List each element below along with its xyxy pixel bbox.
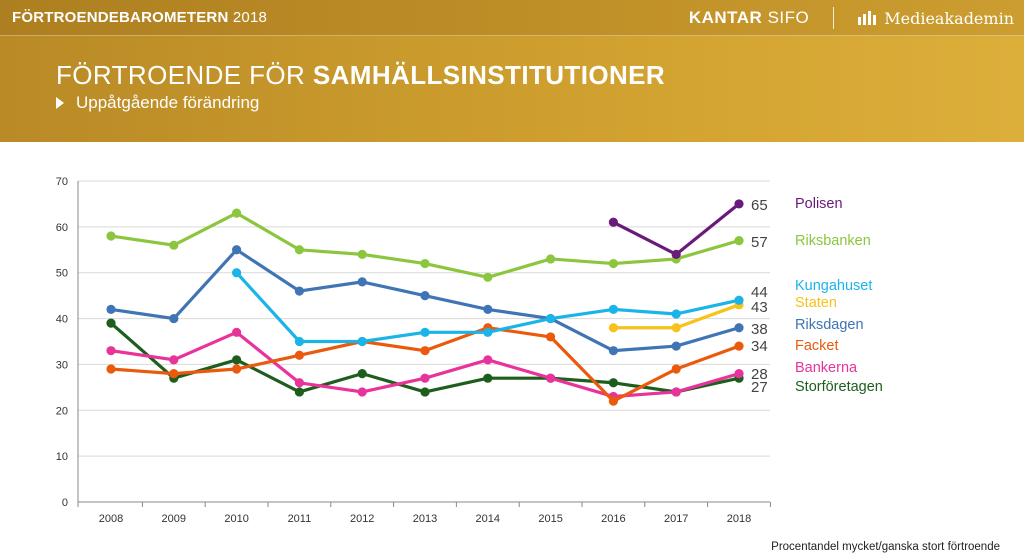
x-tick-label: 2008 (98, 513, 124, 525)
data-point-facket (609, 397, 618, 406)
legend-entry: Storföretagen (795, 379, 883, 395)
data-point-storföretagen (358, 369, 367, 378)
data-point-kungahuset (483, 328, 492, 337)
data-point-facket (169, 369, 178, 378)
bar-chart-icon (858, 11, 876, 25)
x-tick-label: 2015 (538, 513, 563, 525)
data-point-bankerna (546, 374, 555, 383)
data-point-bankerna (358, 387, 367, 396)
data-point-bankerna (232, 328, 241, 337)
end-value-label: 57 (751, 234, 768, 251)
data-point-riksbanken (232, 209, 241, 218)
x-tick-label: 2018 (726, 513, 752, 525)
data-point-riksdagen (672, 341, 681, 350)
data-point-storföretagen (106, 319, 115, 328)
data-point-kungahuset (734, 296, 743, 305)
data-point-facket (546, 332, 555, 341)
y-tick-label: 40 (55, 313, 68, 326)
data-point-bankerna (169, 355, 178, 364)
data-point-kungahuset (672, 309, 681, 318)
data-point-kungahuset (420, 328, 429, 337)
medieakademin-logo: Medieakademin (884, 8, 1014, 28)
report-name-bold: FÖRTROENDEBAROMETERN (12, 9, 229, 26)
data-point-bankerna (295, 378, 304, 387)
data-point-riksdagen (169, 314, 178, 323)
data-point-riksdagen (358, 277, 367, 286)
data-point-staten (672, 323, 681, 332)
title-light: FÖRTROENDE FÖR (56, 60, 306, 90)
kantar-word: KANTAR (688, 8, 763, 27)
legend-entry: Bankerna (795, 360, 858, 376)
top-bar (0, 0, 1024, 36)
data-point-riksdagen (106, 305, 115, 314)
data-point-riksdagen (483, 305, 492, 314)
x-tick-label: 2012 (349, 513, 375, 525)
subtitle-text: Uppåtgående förändring (76, 93, 260, 112)
data-point-facket (672, 364, 681, 373)
data-point-riksdagen (420, 291, 429, 300)
report-name (12, 9, 267, 26)
data-point-bankerna (483, 355, 492, 364)
footnote: Procentandel mycket/ganska stort förtroende (771, 541, 1000, 553)
legend-entry: Polisen (795, 196, 843, 212)
y-tick-label: 50 (55, 267, 68, 280)
data-point-polisen (609, 218, 618, 227)
end-value-label: 43 (751, 299, 768, 316)
legend-entry: Facket (795, 338, 839, 354)
data-point-storföretagen (232, 355, 241, 364)
y-tick-label: 10 (55, 451, 68, 464)
legend-entry: Riksdagen (795, 317, 864, 333)
end-value-label: 27 (751, 379, 768, 396)
data-point-riksbanken (609, 259, 618, 268)
data-point-riksbanken (483, 273, 492, 282)
logo-divider (833, 7, 834, 29)
data-point-riksbanken (734, 236, 743, 245)
y-tick-label: 30 (55, 359, 68, 372)
data-point-riksbanken (169, 241, 178, 250)
report-year: 2018 (232, 9, 268, 26)
data-point-storföretagen (609, 378, 618, 387)
title-bold: SAMHÄLLSINSTITUTIONER (312, 60, 666, 90)
data-point-riksdagen (232, 245, 241, 254)
data-point-facket (106, 364, 115, 373)
data-point-polisen (672, 250, 681, 259)
data-point-storföretagen (295, 387, 304, 396)
data-point-facket (420, 346, 429, 355)
data-point-facket (295, 351, 304, 360)
x-tick-label: 2009 (161, 513, 187, 525)
end-value-label: 34 (751, 338, 768, 355)
legend-entry: Staten (795, 295, 837, 311)
brand-logos (689, 6, 1014, 30)
page-subtitle (56, 93, 259, 113)
data-point-kungahuset (546, 314, 555, 323)
data-point-storföretagen (483, 374, 492, 383)
data-point-kungahuset (295, 337, 304, 346)
x-tick-label: 2014 (475, 513, 501, 525)
x-tick-label: 2010 (224, 513, 249, 525)
data-point-riksdagen (609, 346, 618, 355)
end-value-label: 44 (751, 284, 768, 301)
x-tick-label: 2017 (663, 513, 689, 525)
data-point-riksbanken (106, 231, 115, 240)
end-value-label: 38 (751, 321, 768, 338)
line-chart (0, 142, 1024, 537)
data-point-bankerna (734, 369, 743, 378)
data-point-kungahuset (358, 337, 367, 346)
data-point-facket (734, 341, 743, 350)
data-point-storföretagen (420, 387, 429, 396)
x-tick-label: 2011 (287, 513, 312, 525)
page-title (56, 60, 665, 91)
data-point-polisen (734, 199, 743, 208)
data-point-riksdagen (295, 286, 304, 295)
y-tick-label: 70 (55, 176, 68, 188)
data-point-kungahuset (232, 268, 241, 277)
sifo-word: SIFO (767, 8, 810, 27)
y-tick-label: 60 (55, 221, 68, 234)
end-value-label: 65 (751, 197, 768, 214)
data-point-riksbanken (358, 250, 367, 259)
data-point-facket (232, 364, 241, 373)
legend-entry: Kungahuset (795, 278, 873, 294)
kantar-sifo-logo (689, 8, 809, 28)
data-point-bankerna (420, 374, 429, 383)
y-tick-label: 0 (61, 497, 68, 509)
data-point-bankerna (672, 387, 681, 396)
data-point-bankerna (106, 346, 115, 355)
x-tick-label: 2013 (412, 513, 438, 525)
data-point-riksbanken (420, 259, 429, 268)
data-point-staten (609, 323, 618, 332)
data-point-riksbanken (295, 245, 304, 254)
x-tick-label: 2016 (601, 513, 626, 525)
data-point-riksbanken (546, 254, 555, 263)
y-tick-label: 20 (55, 405, 68, 418)
legend-entry: Riksbanken (795, 233, 871, 249)
triangle-bullet-icon (56, 97, 64, 109)
end-value-label: 28 (751, 366, 768, 383)
data-point-riksdagen (734, 323, 743, 332)
data-point-kungahuset (609, 305, 618, 314)
